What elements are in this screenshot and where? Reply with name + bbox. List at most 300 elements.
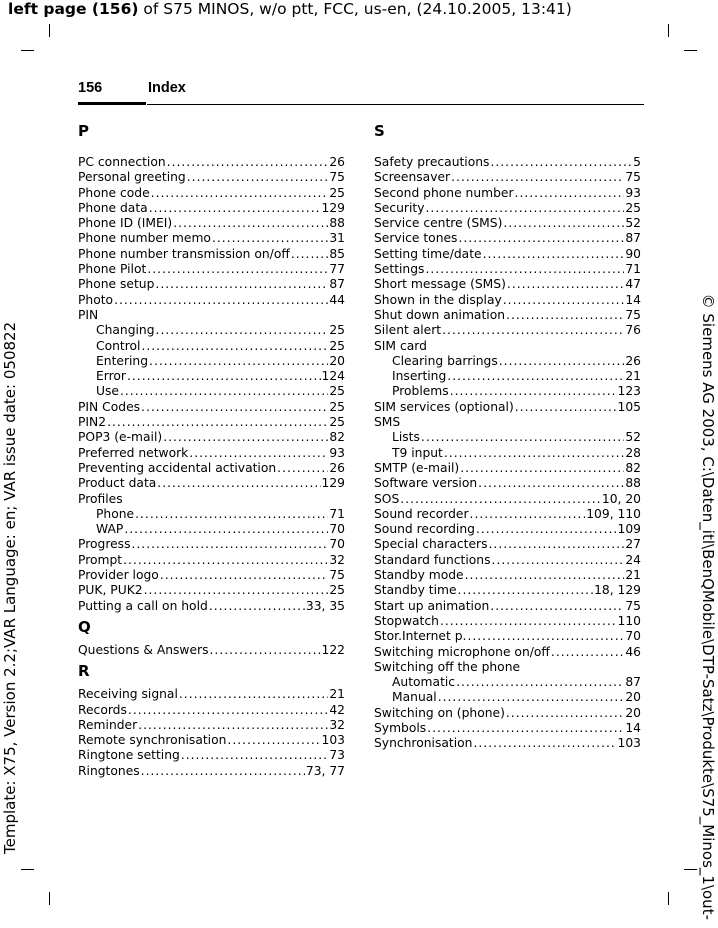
leader-dots bbox=[456, 675, 624, 690]
index-page-ref: 32 bbox=[329, 717, 345, 732]
index-term: Software version bbox=[374, 476, 478, 491]
index-entry bbox=[78, 748, 345, 763]
index-term: Lists bbox=[392, 430, 420, 445]
leader-dots bbox=[127, 369, 321, 384]
index-term: Settings bbox=[374, 262, 425, 277]
leader-dots bbox=[490, 155, 632, 170]
index-term: PIN2 bbox=[78, 415, 107, 430]
leader-dots bbox=[470, 507, 586, 522]
leader-dots bbox=[499, 354, 625, 369]
crop-mark bbox=[668, 24, 669, 37]
leader-dots bbox=[440, 614, 617, 629]
leader-dots bbox=[179, 687, 328, 702]
leader-dots bbox=[400, 492, 601, 507]
index-subentry bbox=[374, 430, 641, 445]
leader-dots bbox=[507, 277, 624, 292]
index-page-ref: 73 bbox=[329, 748, 345, 763]
index-entry bbox=[78, 293, 345, 308]
index-page-ref: 52 bbox=[625, 430, 641, 445]
leader-dots bbox=[135, 507, 328, 522]
header-bar bbox=[78, 102, 146, 105]
index-entry bbox=[78, 216, 345, 231]
leader-dots bbox=[506, 706, 624, 721]
index-term: Phone number memo bbox=[78, 231, 211, 246]
index-entry bbox=[374, 201, 641, 216]
index-subentry bbox=[78, 522, 345, 537]
index-term: Problems bbox=[392, 384, 449, 399]
index-term: Entering bbox=[96, 353, 149, 368]
index-page-ref: 5 bbox=[633, 155, 641, 169]
crop-mark bbox=[684, 869, 697, 870]
index-term: Records bbox=[78, 702, 127, 717]
leader-dots bbox=[476, 522, 617, 537]
crop-mark bbox=[49, 24, 50, 37]
leader-dots bbox=[515, 186, 625, 201]
index-entry bbox=[78, 733, 345, 748]
index-page-ref: 122 bbox=[321, 642, 345, 657]
index-term: Prompt bbox=[78, 552, 123, 567]
index-page-ref: 87 bbox=[625, 675, 641, 690]
leader-dots bbox=[141, 339, 328, 354]
index-entry bbox=[78, 568, 345, 583]
index-term: PIN bbox=[78, 307, 99, 322]
index-page-ref: 25 bbox=[329, 384, 345, 399]
index-subentry bbox=[374, 690, 641, 705]
index-term: Remote synchronisation bbox=[78, 733, 227, 748]
index-term: Preferred network bbox=[78, 445, 189, 460]
index-entry bbox=[374, 721, 641, 736]
index-term: Phone number transmission on/off bbox=[78, 246, 290, 261]
index-page-ref: 70 bbox=[329, 537, 345, 552]
leader-dots bbox=[157, 476, 320, 491]
crop-mark bbox=[21, 869, 34, 870]
index-entry bbox=[374, 216, 641, 231]
index-page-ref: 109 bbox=[617, 522, 641, 537]
index-term: Standby mode bbox=[374, 568, 464, 583]
leader-dots bbox=[141, 400, 328, 415]
index-page-ref: 70 bbox=[625, 629, 641, 644]
index-page-ref: 27 bbox=[625, 537, 641, 552]
index-page-ref: 14 bbox=[625, 292, 641, 307]
index-page-ref: 75 bbox=[625, 598, 641, 613]
index-page-ref: 75 bbox=[625, 170, 641, 185]
index-entry bbox=[374, 155, 641, 170]
crop-mark bbox=[21, 50, 34, 51]
index-page-ref: 109, 110 bbox=[586, 506, 641, 521]
crop-mark bbox=[684, 50, 697, 51]
index-entry bbox=[374, 247, 641, 262]
index-page-ref: 77 bbox=[329, 262, 345, 277]
index-term: Photo bbox=[78, 292, 114, 307]
index-entry bbox=[78, 277, 345, 292]
index-subentry bbox=[78, 339, 345, 354]
leader-dots bbox=[490, 599, 624, 614]
leader-dots bbox=[163, 430, 328, 445]
index-term: Start up animation bbox=[374, 598, 490, 613]
index-entry bbox=[374, 568, 641, 583]
index-term: Service tones bbox=[374, 231, 458, 246]
print-header-page-label: left page (156) bbox=[8, 0, 139, 18]
index-page-ref: 87 bbox=[625, 231, 641, 246]
index-term: Phone Pilot bbox=[78, 262, 147, 277]
index-subentry bbox=[78, 384, 345, 399]
leader-dots bbox=[467, 629, 624, 644]
index-term: Ringtone setting bbox=[78, 748, 180, 763]
index-term: Clearing barrings bbox=[392, 353, 498, 368]
index-term: Switching microphone on/off bbox=[374, 644, 550, 659]
index-page-ref: 26 bbox=[625, 353, 641, 368]
template-info-vertical: Template: X75, Version 2.2;VAR Language: en; VAR issue date: 050822 bbox=[1, 321, 19, 854]
index-subentry bbox=[374, 369, 641, 384]
leader-dots bbox=[156, 323, 329, 338]
index-page-ref: 18, 129 bbox=[594, 583, 641, 598]
index-entry bbox=[374, 170, 641, 185]
index-letter-heading: P bbox=[78, 122, 89, 140]
index-term: Security bbox=[374, 200, 425, 215]
leader-dots bbox=[149, 201, 321, 216]
index-term: Silent alert bbox=[374, 323, 442, 338]
index-term: PIN Codes bbox=[78, 399, 141, 414]
index-entry bbox=[374, 507, 641, 522]
index-entry bbox=[78, 764, 345, 779]
index-column-left bbox=[78, 122, 345, 779]
leader-dots bbox=[227, 733, 320, 748]
index-page-ref: 52 bbox=[625, 216, 641, 231]
index-entry bbox=[78, 599, 345, 614]
index-term: Putting a call on hold bbox=[78, 598, 208, 613]
leader-dots bbox=[450, 384, 617, 399]
leader-dots bbox=[107, 415, 328, 430]
index-term: SIM services (optional) bbox=[374, 399, 514, 414]
index-page-ref: 93 bbox=[329, 445, 345, 460]
index-page-ref: 20 bbox=[329, 353, 345, 368]
index-page-ref: 82 bbox=[329, 430, 345, 445]
index-entry bbox=[78, 201, 345, 216]
index-letter-heading: S bbox=[374, 122, 385, 140]
index-page-ref: 88 bbox=[625, 476, 641, 491]
index-page-ref: 124 bbox=[321, 369, 345, 384]
index-page-ref: 71 bbox=[329, 506, 345, 521]
leader-dots bbox=[451, 170, 624, 185]
index-page-ref: 82 bbox=[625, 460, 641, 475]
header-rule bbox=[147, 104, 644, 105]
index-term: Questions & Answers bbox=[78, 642, 209, 657]
index-page-ref: 33, 35 bbox=[305, 598, 345, 613]
page-title: Index bbox=[148, 80, 186, 96]
index-term: Error bbox=[96, 369, 126, 384]
index-term: POP3 (e-mail) bbox=[78, 430, 163, 445]
index-term: Provider logo bbox=[78, 568, 159, 583]
index-term: Standard functions bbox=[374, 552, 491, 567]
index-page-ref: 88 bbox=[329, 216, 345, 231]
index-term: SMTP (e-mail) bbox=[374, 460, 460, 475]
index-page-ref: 76 bbox=[625, 323, 641, 338]
index-term: Personal greeting bbox=[78, 170, 186, 185]
index-term: Switching off the phone bbox=[374, 659, 521, 674]
index-page-ref: 129 bbox=[321, 476, 345, 491]
index-entry bbox=[374, 308, 641, 323]
leader-dots bbox=[503, 293, 625, 308]
index-entry bbox=[374, 614, 641, 629]
leader-dots bbox=[503, 216, 624, 231]
index-term: Symbols bbox=[374, 720, 427, 735]
leader-dots bbox=[141, 764, 305, 779]
index-term: Shut down animation bbox=[374, 307, 506, 322]
index-page-ref: 20 bbox=[625, 705, 641, 720]
index-entry bbox=[374, 277, 641, 292]
index-entry bbox=[78, 415, 345, 430]
index-entry bbox=[374, 400, 641, 415]
leader-dots bbox=[149, 354, 328, 369]
leader-dots bbox=[426, 201, 625, 216]
index-page-ref: 47 bbox=[625, 277, 641, 292]
leader-dots bbox=[147, 262, 328, 277]
index-entry bbox=[374, 461, 641, 476]
index-term: Use bbox=[96, 384, 119, 399]
leader-dots bbox=[210, 643, 321, 658]
index-term: Reminder bbox=[78, 717, 138, 732]
index-term: SOS bbox=[374, 491, 400, 506]
index-page-ref: 20 bbox=[625, 690, 641, 705]
leader-dots bbox=[478, 476, 624, 491]
index-term: Stor.Internet p. bbox=[374, 629, 467, 644]
index-page-ref: 87 bbox=[329, 277, 345, 292]
leader-dots bbox=[144, 583, 329, 598]
index-page-ref: 24 bbox=[625, 552, 641, 567]
index-entry bbox=[374, 186, 641, 201]
index-term: PC connection bbox=[78, 155, 166, 169]
index-term: Inserting bbox=[392, 369, 447, 384]
leader-dots bbox=[189, 446, 328, 461]
index-entry bbox=[374, 415, 641, 430]
index-term: Phone bbox=[96, 506, 135, 521]
index-entry bbox=[374, 583, 641, 598]
index-page-ref: 25 bbox=[329, 415, 345, 430]
index-subentry bbox=[374, 446, 641, 461]
leader-dots bbox=[438, 690, 625, 705]
leader-dots bbox=[492, 553, 625, 568]
leader-dots bbox=[138, 718, 328, 733]
crop-mark bbox=[668, 892, 669, 905]
index-column-right bbox=[374, 122, 641, 752]
index-entry bbox=[374, 629, 641, 644]
index-term: Preventing accidental activation bbox=[78, 460, 277, 475]
leader-dots bbox=[483, 247, 625, 262]
leader-dots bbox=[458, 231, 624, 246]
index-term: Sound recording bbox=[374, 522, 475, 537]
index-page-ref: 26 bbox=[329, 460, 345, 475]
index-subentry bbox=[78, 369, 345, 384]
leader-dots bbox=[515, 400, 617, 415]
index-page-ref: 10, 20 bbox=[601, 491, 641, 506]
index-term: Synchronisation bbox=[374, 736, 473, 751]
index-page-ref: 21 bbox=[329, 687, 345, 702]
leader-dots bbox=[442, 323, 624, 338]
index-page-ref: 25 bbox=[329, 323, 345, 338]
leader-dots bbox=[151, 186, 329, 201]
index-term: PUK, PUK2 bbox=[78, 583, 143, 598]
index-entry bbox=[78, 231, 345, 246]
leader-dots bbox=[120, 384, 328, 399]
index-term: Sound recorder bbox=[374, 506, 469, 521]
index-page-ref: 44 bbox=[329, 292, 345, 307]
index-letter-heading: Q bbox=[78, 617, 91, 636]
index-entry bbox=[374, 231, 641, 246]
leader-dots bbox=[277, 461, 328, 476]
index-term: Second phone number bbox=[374, 185, 514, 200]
index-page-ref: 32 bbox=[329, 552, 345, 567]
index-page-ref: 123 bbox=[617, 384, 641, 399]
leader-dots bbox=[489, 537, 625, 552]
index-term: Receiving signal bbox=[78, 687, 178, 702]
leader-dots bbox=[124, 522, 328, 537]
index-entry bbox=[374, 293, 641, 308]
index-term: Progress bbox=[78, 537, 131, 552]
leader-dots bbox=[114, 293, 328, 308]
index-term: Stopwatch bbox=[374, 613, 439, 628]
index-page-ref: 103 bbox=[617, 736, 641, 751]
index-entry bbox=[78, 583, 345, 598]
index-subentry bbox=[78, 507, 345, 522]
leader-dots bbox=[128, 703, 328, 718]
index-entry bbox=[78, 186, 345, 201]
index-page-ref: 105 bbox=[617, 399, 641, 414]
index-page-ref: 71 bbox=[625, 262, 641, 277]
index-term: Screensaver bbox=[374, 170, 451, 185]
index-entry bbox=[78, 687, 345, 702]
index-page-ref: 93 bbox=[625, 185, 641, 200]
index-page-ref: 25 bbox=[329, 338, 345, 353]
index-entry bbox=[78, 446, 345, 461]
leader-dots bbox=[506, 308, 624, 323]
leader-dots bbox=[123, 553, 328, 568]
index-entry bbox=[78, 247, 345, 262]
index-term: Short message (SMS) bbox=[374, 277, 506, 292]
index-page-ref: 21 bbox=[625, 568, 641, 583]
index-term: Safety precautions bbox=[374, 155, 490, 169]
index-entry bbox=[374, 476, 641, 491]
leader-dots bbox=[444, 446, 624, 461]
index-entry bbox=[78, 155, 345, 170]
leader-dots bbox=[155, 277, 328, 292]
index-term: Shown in the display bbox=[374, 292, 502, 307]
index-page-ref: 75 bbox=[329, 170, 345, 185]
index-entry bbox=[374, 660, 641, 675]
index-entry bbox=[374, 339, 641, 354]
index-subentry bbox=[78, 354, 345, 369]
leader-dots bbox=[291, 247, 329, 262]
copyright-path-vertical: © Siemens AG 2003, C:\Daten_itl\BenQMobile\DTP-Satz\Produkte\S75_Minos_1\out- bbox=[699, 293, 717, 920]
index-entry bbox=[78, 492, 345, 507]
index-term: Phone setup bbox=[78, 277, 155, 292]
index-page-ref: 21 bbox=[625, 369, 641, 384]
index-term: Phone data bbox=[78, 200, 148, 215]
index-term: Automatic bbox=[392, 675, 456, 690]
index-term: Service centre (SMS) bbox=[374, 216, 503, 231]
index-subentry bbox=[374, 354, 641, 369]
index-term: Switching on (phone) bbox=[374, 705, 505, 720]
index-entry bbox=[374, 553, 641, 568]
index-entry bbox=[78, 400, 345, 415]
leader-dots bbox=[421, 430, 624, 445]
leader-dots bbox=[458, 583, 594, 598]
index-page-ref: 25 bbox=[329, 583, 345, 598]
index-entry bbox=[374, 599, 641, 614]
index-entry bbox=[374, 537, 641, 552]
index-subentry bbox=[78, 323, 345, 338]
leader-dots bbox=[447, 369, 624, 384]
index-term: Control bbox=[96, 338, 141, 353]
leader-dots bbox=[187, 170, 329, 185]
index-term: Manual bbox=[392, 690, 437, 705]
leader-dots bbox=[209, 599, 305, 614]
index-entry bbox=[78, 718, 345, 733]
print-header-line bbox=[8, 0, 572, 18]
index-page-ref: 129 bbox=[321, 200, 345, 215]
index-page-ref: 90 bbox=[625, 246, 641, 261]
index-entry bbox=[374, 323, 641, 338]
index-page-ref: 25 bbox=[329, 399, 345, 414]
leader-dots bbox=[131, 537, 328, 552]
leader-dots bbox=[212, 231, 328, 246]
index-entry bbox=[374, 492, 641, 507]
leader-dots bbox=[425, 262, 624, 277]
index-term: Setting time/date bbox=[374, 246, 482, 261]
index-page-ref: 26 bbox=[329, 155, 345, 169]
leader-dots bbox=[173, 216, 328, 231]
index-page-ref: 28 bbox=[625, 445, 641, 460]
index-entry bbox=[78, 476, 345, 491]
index-page-ref: 14 bbox=[625, 720, 641, 735]
index-page-ref: 46 bbox=[625, 644, 641, 659]
index-term: Special characters bbox=[374, 537, 488, 552]
index-page-ref: 70 bbox=[329, 522, 345, 537]
index-subentry bbox=[374, 675, 641, 690]
index-entry bbox=[374, 262, 641, 277]
index-page-ref: 85 bbox=[329, 246, 345, 261]
index-page-ref: 42 bbox=[329, 702, 345, 717]
leader-dots bbox=[167, 155, 329, 170]
index-term: Profiles bbox=[78, 491, 123, 506]
index-entry bbox=[78, 170, 345, 185]
index-entry bbox=[78, 643, 345, 658]
index-term: SMS bbox=[374, 415, 401, 430]
index-entry bbox=[374, 736, 641, 751]
index-page-ref: 75 bbox=[625, 307, 641, 322]
page-number: 156 bbox=[78, 80, 103, 96]
index-page-ref: 25 bbox=[625, 200, 641, 215]
index-entry bbox=[374, 645, 641, 660]
index-entry bbox=[374, 706, 641, 721]
index-page-ref: 25 bbox=[329, 185, 345, 200]
index-term: Phone code bbox=[78, 185, 150, 200]
index-page-ref: 103 bbox=[321, 733, 345, 748]
index-term: Standby time bbox=[374, 583, 457, 598]
index-term: Ringtones bbox=[78, 763, 140, 778]
index-entry bbox=[78, 553, 345, 568]
index-page-ref: 75 bbox=[329, 568, 345, 583]
index-entry bbox=[78, 308, 345, 323]
index-term: Product data bbox=[78, 476, 157, 491]
leader-dots bbox=[551, 645, 624, 660]
index-entry bbox=[78, 262, 345, 277]
index-entry bbox=[78, 703, 345, 718]
leader-dots bbox=[181, 748, 329, 763]
leader-dots bbox=[473, 736, 616, 751]
index-page-ref: 73, 77 bbox=[305, 763, 345, 778]
index-term: SIM card bbox=[374, 338, 427, 353]
index-entry bbox=[78, 461, 345, 476]
